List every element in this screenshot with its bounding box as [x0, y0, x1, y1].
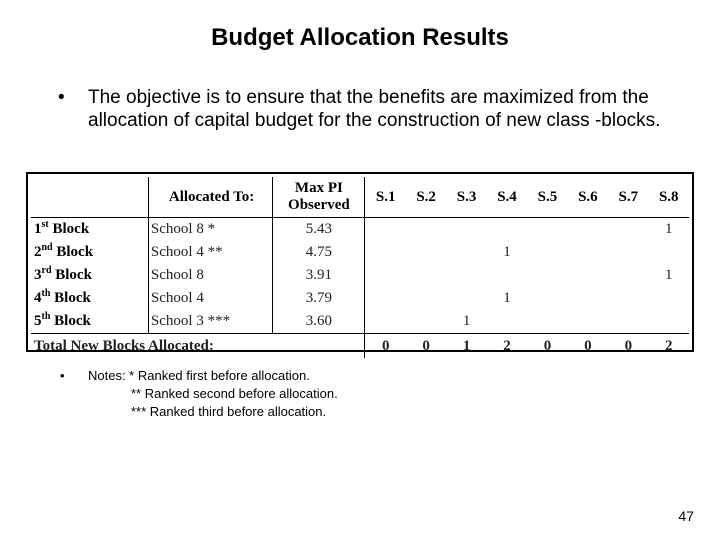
- block-label: 2nd Block: [31, 241, 148, 264]
- note-line-1: Notes: * Ranked first before allocation.: [88, 368, 310, 383]
- header-max-pi-line1: Max PI: [294, 180, 343, 196]
- max-pi-cell: 4.75: [273, 241, 365, 264]
- school-cell: [527, 264, 567, 287]
- header-max-pi: [273, 177, 365, 218]
- school-cell: [527, 287, 567, 310]
- header-s4: S.4: [487, 177, 527, 218]
- school-cell: [365, 218, 406, 242]
- school-cell: [649, 310, 689, 334]
- school-cell: [365, 241, 406, 264]
- total-row: [31, 334, 689, 359]
- total-cell: 0: [527, 334, 567, 359]
- header-max-pi-line2: Observed: [288, 197, 350, 213]
- header-s8: S.8: [649, 177, 689, 218]
- school-cell: 1: [503, 290, 511, 306]
- total-cell: 1: [446, 334, 486, 359]
- school-cell: [608, 287, 648, 310]
- school-cell: [608, 310, 648, 334]
- school-cell: [406, 287, 446, 310]
- block-label: 1st Block: [31, 218, 148, 242]
- school-cell: [608, 241, 648, 264]
- school-cell: [527, 218, 567, 242]
- allocation-table: [31, 177, 689, 358]
- school-cell: [568, 218, 608, 242]
- max-pi-cell: 3.91: [273, 264, 365, 287]
- school-cell: [568, 287, 608, 310]
- table-row: [31, 264, 689, 287]
- header-allocated-to: Allocated To:: [148, 177, 272, 218]
- header-s2: S.2: [406, 177, 446, 218]
- school-cell: [487, 218, 527, 242]
- header-block: [31, 177, 148, 218]
- school-cell: [365, 310, 406, 334]
- max-pi-cell: 5.43: [273, 218, 365, 242]
- school-cell: [446, 218, 486, 242]
- table-row: [31, 310, 689, 334]
- school-cell: 1: [503, 244, 511, 260]
- allocated-cell: School 3 ***: [148, 310, 272, 334]
- school-cell: [527, 310, 567, 334]
- school-cell: [608, 264, 648, 287]
- note-line-2: ** Ranked second before allocation.: [131, 386, 338, 401]
- block-label: 4th Block: [31, 287, 148, 310]
- table-row: [31, 218, 689, 242]
- school-cell: 1: [462, 313, 471, 329]
- school-cell: [568, 310, 608, 334]
- school-cell: 1: [665, 267, 673, 283]
- school-cell: [365, 264, 406, 287]
- allocated-cell: School 4 **: [148, 241, 272, 264]
- school-cell: [649, 287, 689, 310]
- total-cell: 0: [406, 334, 446, 359]
- school-cell: [487, 310, 527, 334]
- school-cell: [365, 287, 406, 310]
- notes-block: [60, 367, 338, 421]
- allocated-cell: School 8: [148, 264, 272, 287]
- table-header-row: [31, 177, 689, 218]
- total-cell: 0: [365, 334, 406, 359]
- header-s7: S.7: [608, 177, 648, 218]
- school-cell: [446, 287, 486, 310]
- school-cell: 1: [665, 221, 673, 237]
- school-cell: [406, 218, 446, 242]
- total-cell: 2: [487, 334, 527, 359]
- allocated-cell: School 8 *: [148, 218, 272, 242]
- school-cell: [406, 264, 446, 287]
- table-row: [31, 241, 689, 264]
- header-s6: S.6: [568, 177, 608, 218]
- block-label: 3rd Block: [31, 264, 148, 287]
- total-label: Total New Blocks Allocated:: [31, 334, 365, 359]
- slide-title: Budget Allocation Results: [211, 24, 509, 51]
- total-cell: 2: [649, 334, 689, 359]
- total-cell: 0: [568, 334, 608, 359]
- header-s3: S.3: [446, 177, 486, 218]
- school-cell: [446, 241, 486, 264]
- allocated-cell: School 4: [148, 287, 272, 310]
- school-cell: [568, 264, 608, 287]
- block-label: 5th Block: [31, 310, 148, 334]
- objective-text: The objective is to ensure that the benefits are maximized from the allocation of capital budget for the construction of new class -blocks.: [88, 87, 661, 131]
- note-line-3: *** Ranked third before allocation.: [131, 404, 327, 419]
- school-cell: [406, 241, 446, 264]
- table-row: [31, 287, 689, 310]
- page-number: 47: [678, 508, 694, 524]
- school-cell: [608, 218, 648, 242]
- header-s1: S.1: [365, 177, 406, 218]
- bullet-icon: •: [58, 87, 65, 108]
- max-pi-cell: 3.60: [273, 310, 365, 334]
- school-cell: [527, 241, 567, 264]
- school-cell: [487, 264, 527, 287]
- notes-bullet-icon: •: [60, 368, 65, 383]
- header-s5: S.5: [527, 177, 567, 218]
- total-cell: 0: [608, 334, 648, 359]
- school-cell: [649, 241, 689, 264]
- school-cell: [406, 310, 446, 334]
- objective-bullet: [58, 86, 678, 132]
- school-cell: [446, 264, 486, 287]
- school-cell: [568, 241, 608, 264]
- max-pi-cell: 3.79: [273, 287, 365, 310]
- allocation-table-frame: [26, 172, 694, 352]
